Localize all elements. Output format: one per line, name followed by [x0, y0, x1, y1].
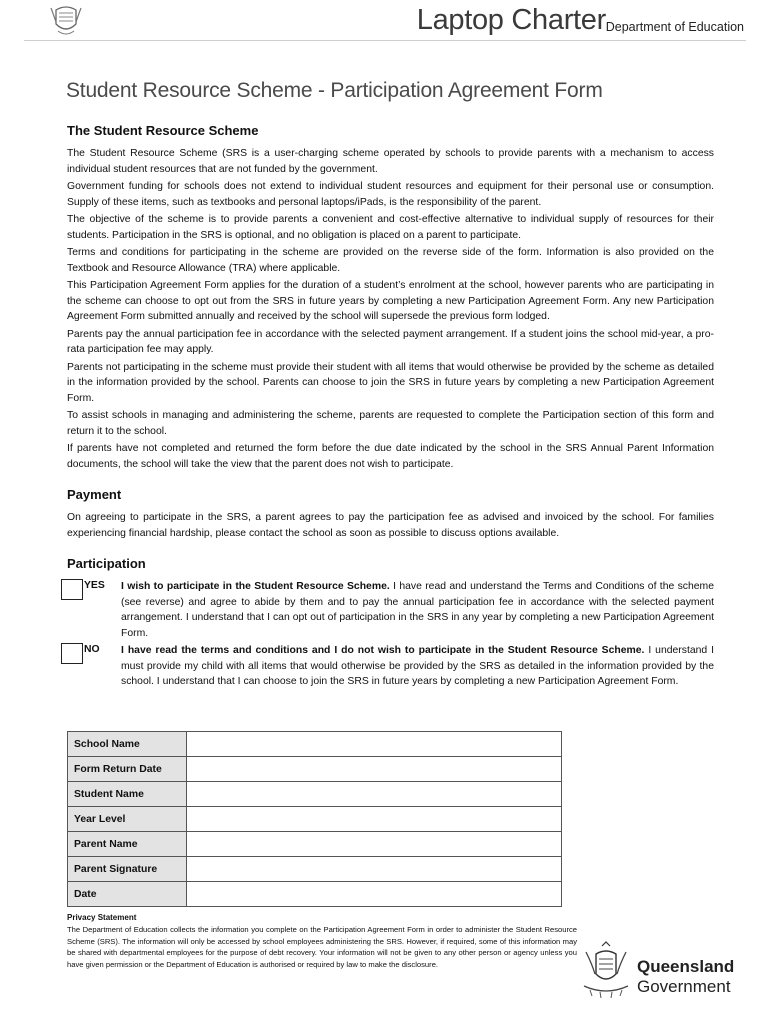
no-statement-text: I understand I must provide my child with all items that would otherwise be provided by the SRS as detailed in the information provided by the school. I understand that I can choose to join the SRS in future years by completing a new Participation Agreement Form. — [121, 645, 714, 687]
payment-section — [67, 487, 714, 541]
table-row — [68, 857, 562, 882]
no-statement — [121, 643, 714, 690]
field-label: Date — [68, 882, 187, 907]
form-content — [67, 123, 714, 690]
payment-heading: Payment — [67, 487, 122, 502]
yes-statement-text: I have read and understand the Terms and Conditions of the scheme (see reverse) and agree to abide by them and to pay the annual participation fee in accordance with the selected payment arrangement. I understand that I can opt out of participation in the SRS in any year by completing a new Participation Agreement Form. — [121, 581, 714, 639]
student-name-field[interactable] — [187, 782, 562, 807]
yes-statement-bold: I wish to participate in the Student Resource Scheme. — [121, 581, 390, 592]
no-option — [67, 643, 714, 690]
srs-paragraph: The objective of the scheme is to provide parents a convenient and cost-effective alternative to individual supply of resources for their students. Participation in the SRS is optional, and no obligation is placed on a parent to participate. — [67, 214, 714, 241]
table-row — [68, 832, 562, 857]
field-label: Parent Name — [68, 832, 187, 857]
no-statement-bold: I have read the terms and conditions and I do not wish to participate in the Student Resource Scheme. — [121, 645, 645, 656]
field-label: Year Level — [68, 807, 187, 832]
table-row — [68, 882, 562, 907]
yes-option — [67, 579, 714, 641]
yes-checkbox[interactable] — [61, 579, 83, 600]
no-checkbox[interactable] — [61, 643, 83, 664]
form-title: Student Resource Scheme - Participation Agreement Form — [66, 79, 603, 102]
parent-name-field[interactable] — [187, 832, 562, 857]
coat-of-arms-icon — [48, 4, 84, 38]
srs-paragraph: Parents pay the annual participation fee in accordance with the selected payment arrangement. If a student joins the school mid-year, a pro-rata participation fee may apply. — [67, 328, 714, 355]
table-row — [68, 807, 562, 832]
srs-paragraph: If parents have not completed and returned the form before the due date indicated by the school in the SRS Annual Parent Information documents, the school will take the view that the parent does not wish to participate. — [67, 443, 714, 470]
participation-section — [67, 556, 714, 690]
field-label: School Name — [68, 732, 187, 757]
participation-heading: Participation — [67, 556, 146, 571]
queensland-wordmark: Queensland — [637, 957, 735, 976]
srs-paragraph: To assist schools in managing and administering the scheme, parents are requested to complete the Participation section of this form and return it to the school. — [67, 410, 714, 437]
field-label: Form Return Date — [68, 757, 187, 782]
school-name-field[interactable] — [187, 732, 562, 757]
payment-paragraph: On agreeing to participate in the SRS, a parent agrees to pay the participation fee as advised and invoiced by the school. For families experiencing financial hardship, please contact the school as soon as possible to discuss options available. — [67, 512, 714, 539]
government-wordmark: Government — [637, 977, 731, 996]
details-table — [67, 731, 562, 907]
table-row — [68, 782, 562, 807]
parent-signature-field[interactable] — [187, 857, 562, 882]
privacy-statement — [67, 913, 577, 971]
srs-heading: The Student Resource Scheme — [67, 123, 259, 138]
date-field[interactable] — [187, 882, 562, 907]
srs-paragraph: This Participation Agreement Form applies for the duration of a student’s enrolment at the school, however parents who are participating in the scheme can choose to opt out from the SRS in future years by completing a new Participation Agreement Form. Any new Participation Agreement Form submitted annually and received by the school will supersede the previous form lodged. — [67, 280, 714, 322]
srs-paragraph: Government funding for schools does not extend to individual student resources and equipment for their personal use or consumption. Supply of these items, such as textbooks and personal laptops/iPads, is the responsibility of the parent. — [67, 181, 714, 208]
privacy-heading: Privacy Statement — [67, 913, 137, 922]
queensland-crest-icon — [580, 940, 632, 1000]
table-row — [68, 732, 562, 757]
year-level-field[interactable] — [187, 807, 562, 832]
department-label: Department of Education — [605, 20, 744, 34]
form-return-date-field[interactable] — [187, 757, 562, 782]
yes-statement — [121, 579, 714, 641]
charter-title: Laptop Charter — [416, 4, 606, 36]
yes-label: YES — [84, 580, 105, 591]
privacy-text: The Department of Education collects the information you complete on the Participation Agreement Form in order to administer the Student Resource Scheme (SRS). The information will only be accessed by school employees administering the SRS. However, if required, some of this information may be shared with departmental employees for the purpose of debt recovery. Your information will not be given to any other person or agency unless you have given permission or the Department of Education is authorised or required by law to make the disclosure. — [67, 925, 577, 970]
srs-paragraph: The Student Resource Scheme (SRS is a user-charging scheme operated by schools to provide parents with a mechanism to access individual student resources that are not funded by the government. — [67, 148, 714, 175]
srs-paragraph: Terms and conditions for participating in the scheme are provided on the reverse side of the form. Information is also provided on the Textbook and Resource Allowance (TRA) where applicable. — [67, 247, 714, 274]
field-label: Student Name — [68, 782, 187, 807]
header-divider — [24, 40, 746, 41]
srs-paragraph: Parents not participating in the scheme must provide their student with all items that would otherwise be provided by the scheme as detailed in the information provided by the school. Parents can choose to join the SRS in future years by completing a new Participation Agreement Form. — [67, 361, 714, 404]
no-label: NO — [84, 644, 100, 655]
field-label: Parent Signature — [68, 857, 187, 882]
table-row — [68, 757, 562, 782]
